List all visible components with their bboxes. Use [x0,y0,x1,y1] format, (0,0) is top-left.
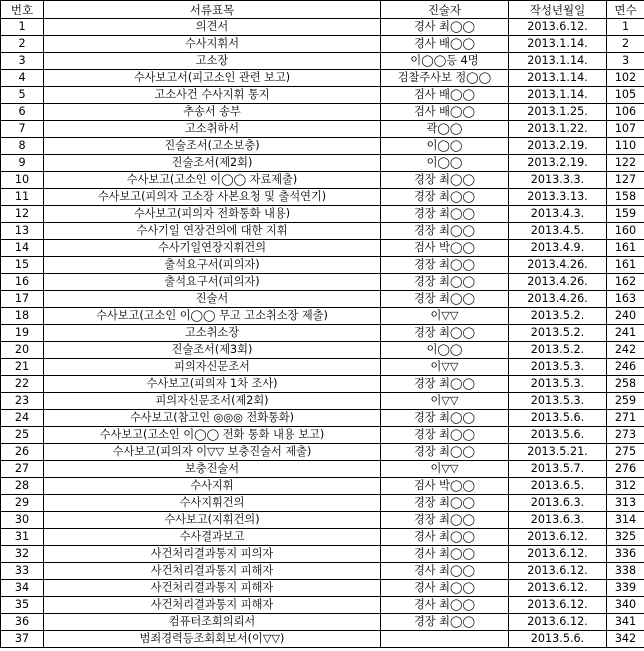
table-row [1,512,644,529]
cell-page: 159 [607,206,644,223]
cell-date: 2013.3.3. [509,172,607,189]
cell-document-title: 수사보고(참고인 ◎◎◎ 전화통화) [44,410,381,427]
cell-author: 이◯◯등 4명 [381,53,509,70]
cell-author: 경장 최◯◯ [381,512,509,529]
table-row [1,427,644,444]
table-row [1,206,644,223]
cell-document-title: 고소취하서 [44,121,381,138]
table-row [1,240,644,257]
table-row [1,138,644,155]
header-document-title: 서류표목 [44,1,381,19]
cell-number: 36 [1,614,44,631]
cell-author: 이◯◯ [381,155,509,172]
cell-page: 161 [607,257,644,274]
cell-number: 13 [1,223,44,240]
table-row [1,495,644,512]
cell-number: 18 [1,308,44,325]
cell-number: 17 [1,291,44,308]
cell-number: 33 [1,563,44,580]
cell-author: 경사 배◯◯ [381,36,509,53]
cell-document-title: 수사지휘건의 [44,495,381,512]
header-date: 작성년월일 [509,1,607,19]
cell-date: 2013.6.12. [509,597,607,614]
cell-page: 336 [607,546,644,563]
cell-document-title: 의견서 [44,19,381,36]
cell-author: 경사 최◯◯ [381,546,509,563]
cell-page: 158 [607,189,644,206]
cell-page: 160 [607,223,644,240]
cell-date: 2013.6.5. [509,478,607,495]
cell-author: 이◯◯ [381,342,509,359]
table-row [1,36,644,53]
cell-page: 275 [607,444,644,461]
cell-document-title: 수사보고서(피고소인 관련 보고) [44,70,381,87]
cell-page: 2 [607,36,644,53]
cell-author: 경장 최◯◯ [381,189,509,206]
table-row [1,529,644,546]
table-row [1,308,644,325]
cell-page: 312 [607,478,644,495]
cell-author: 경사 최◯◯ [381,529,509,546]
cell-date: 2013.6.12. [509,546,607,563]
cell-page: 340 [607,597,644,614]
table-row [1,376,644,393]
cell-author: 경장 최◯◯ [381,172,509,189]
cell-number: 8 [1,138,44,155]
cell-page: 3 [607,53,644,70]
cell-page: 242 [607,342,644,359]
header-author: 진술자 [381,1,509,19]
table-row [1,546,644,563]
cell-page: 163 [607,291,644,308]
cell-document-title: 보충진술서 [44,461,381,478]
cell-document-title: 수사지휘서 [44,36,381,53]
cell-number: 11 [1,189,44,206]
cell-author: 경사 최◯◯ [381,580,509,597]
cell-document-title: 수사지휘 [44,478,381,495]
cell-date: 2013.4.3. [509,206,607,223]
cell-date: 2013.5.2. [509,308,607,325]
cell-author: 경사 최◯◯ [381,19,509,36]
cell-author: 이▽▽ [381,308,509,325]
cell-page: 339 [607,580,644,597]
cell-document-title: 사건처리결과통지 피해자 [44,563,381,580]
cell-number: 28 [1,478,44,495]
cell-date: 2013.3.13. [509,189,607,206]
table-body [1,19,644,648]
cell-date: 2013.6.12. [509,563,607,580]
cell-number: 19 [1,325,44,342]
table-row [1,223,644,240]
cell-number: 23 [1,393,44,410]
cell-page: 314 [607,512,644,529]
table-row [1,342,644,359]
cell-author: 검찰주사보 정◯◯ [381,70,509,87]
table-row [1,478,644,495]
cell-number: 30 [1,512,44,529]
cell-date: 2013.5.2. [509,325,607,342]
table-row [1,87,644,104]
cell-author: 이▽▽ [381,359,509,376]
cell-page: 127 [607,172,644,189]
cell-number: 35 [1,597,44,614]
cell-date: 2013.5.6. [509,427,607,444]
cell-author: 경장 최◯◯ [381,444,509,461]
cell-page: 338 [607,563,644,580]
cell-document-title: 수사보고(피의자 1차 조사) [44,376,381,393]
cell-document-title: 출석요구서(피의자) [44,257,381,274]
cell-date: 2013.2.19. [509,138,607,155]
cell-date: 2013.2.19. [509,155,607,172]
cell-date: 2013.6.12. [509,529,607,546]
cell-page: 313 [607,495,644,512]
cell-date: 2013.6.12. [509,614,607,631]
cell-number: 3 [1,53,44,70]
cell-page: 273 [607,427,644,444]
cell-author: 경장 최◯◯ [381,291,509,308]
cell-author [381,631,509,648]
cell-document-title: 수사보고(지휘건의) [44,512,381,529]
cell-document-title: 수사기일연장지휘건의 [44,240,381,257]
cell-page: 342 [607,631,644,648]
cell-date: 2013.5.2. [509,342,607,359]
cell-number: 6 [1,104,44,121]
cell-document-title: 컴퓨터조회의뢰서 [44,614,381,631]
cell-author: 곽◯◯ [381,121,509,138]
cell-number: 29 [1,495,44,512]
table-row [1,121,644,138]
cell-number: 7 [1,121,44,138]
cell-number: 2 [1,36,44,53]
cell-date: 2013.1.22. [509,121,607,138]
cell-document-title: 출석요구서(피의자) [44,274,381,291]
cell-author: 경장 최◯◯ [381,495,509,512]
table-row [1,104,644,121]
cell-author: 경장 최◯◯ [381,427,509,444]
cell-document-title: 수사보고(고소인 이◯◯ 전화 통화 내용 보고) [44,427,381,444]
cell-author: 검사 배◯◯ [381,87,509,104]
cell-number: 37 [1,631,44,648]
cell-document-title: 진술조서(제3회) [44,342,381,359]
cell-date: 2013.6.12. [509,19,607,36]
cell-date: 2013.5.3. [509,376,607,393]
table-row [1,19,644,36]
cell-document-title: 고소취소장 [44,325,381,342]
cell-document-title: 수사보고(피의자 고소장 사본요청 및 출석연기) [44,189,381,206]
cell-date: 2013.6.12. [509,580,607,597]
table-row [1,444,644,461]
table-row [1,325,644,342]
cell-number: 27 [1,461,44,478]
cell-document-title: 피의자신문조서 [44,359,381,376]
cell-author: 경사 최◯◯ [381,597,509,614]
cell-page: 106 [607,104,644,121]
table-row [1,257,644,274]
table-row [1,155,644,172]
cell-number: 26 [1,444,44,461]
cell-page: 1 [607,19,644,36]
cell-page: 341 [607,614,644,631]
cell-document-title: 사건처리결과통지 피해자 [44,597,381,614]
cell-number: 25 [1,427,44,444]
table-row [1,580,644,597]
cell-number: 20 [1,342,44,359]
table-row [1,393,644,410]
cell-document-title: 피의자신문조서(제2회) [44,393,381,410]
cell-document-title: 범죄경력등조회회보서(이▽▽) [44,631,381,648]
cell-date: 2013.1.25. [509,104,607,121]
cell-number: 1 [1,19,44,36]
table-row [1,461,644,478]
cell-date: 2013.5.6. [509,410,607,427]
cell-number: 21 [1,359,44,376]
table-row [1,172,644,189]
cell-page: 162 [607,274,644,291]
cell-author: 경장 최◯◯ [381,410,509,427]
cell-document-title: 고소장 [44,53,381,70]
header-row [1,1,644,19]
cell-page: 110 [607,138,644,155]
cell-number: 16 [1,274,44,291]
cell-page: 246 [607,359,644,376]
table-row [1,189,644,206]
cell-page: 276 [607,461,644,478]
cell-number: 34 [1,580,44,597]
cell-author: 검사 박◯◯ [381,240,509,257]
cell-document-title: 사건처리결과통지 피의자 [44,546,381,563]
cell-author: 경장 최◯◯ [381,614,509,631]
cell-document-title: 수사보고(피의자 전화통화 내용) [44,206,381,223]
cell-number: 5 [1,87,44,104]
cell-number: 32 [1,546,44,563]
cell-author: 검사 박◯◯ [381,478,509,495]
cell-page: 102 [607,70,644,87]
cell-date: 2013.6.3. [509,495,607,512]
header-number: 번호 [1,1,44,19]
cell-number: 15 [1,257,44,274]
cell-date: 2013.6.3. [509,512,607,529]
table-header [1,1,644,19]
cell-number: 14 [1,240,44,257]
cell-number: 10 [1,172,44,189]
cell-number: 31 [1,529,44,546]
cell-date: 2013.4.5. [509,223,607,240]
cell-date: 2013.4.26. [509,257,607,274]
table-row [1,563,644,580]
cell-date: 2013.5.3. [509,359,607,376]
cell-page: 271 [607,410,644,427]
cell-number: 4 [1,70,44,87]
cell-author: 경사 최◯◯ [381,563,509,580]
cell-author: 경장 최◯◯ [381,257,509,274]
table-row [1,631,644,648]
cell-date: 2013.1.14. [509,53,607,70]
cell-document-title: 수사기일 연장건의에 대한 지휘 [44,223,381,240]
cell-date: 2013.4.26. [509,274,607,291]
cell-document-title: 사건처리결과통지 피해자 [44,580,381,597]
cell-page: 325 [607,529,644,546]
cell-author: 이▽▽ [381,461,509,478]
cell-author: 경장 최◯◯ [381,206,509,223]
table-row [1,359,644,376]
cell-document-title: 수사보고(고소인 이◯◯ 자료제출) [44,172,381,189]
table-row [1,291,644,308]
cell-date: 2013.1.14. [509,87,607,104]
cell-author: 이◯◯ [381,138,509,155]
cell-date: 2013.4.9. [509,240,607,257]
cell-page: 107 [607,121,644,138]
table-row [1,410,644,427]
cell-document-title: 진술서 [44,291,381,308]
table-row [1,274,644,291]
cell-date: 2013.5.6. [509,631,607,648]
cell-author: 경장 최◯◯ [381,274,509,291]
cell-number: 12 [1,206,44,223]
cell-page: 241 [607,325,644,342]
cell-document-title: 고소사건 수사지휘 통지 [44,87,381,104]
cell-number: 9 [1,155,44,172]
cell-document-title: 진술조서(제2회) [44,155,381,172]
cell-date: 2013.1.14. [509,70,607,87]
cell-page: 161 [607,240,644,257]
table-row [1,70,644,87]
cell-author: 검사 배◯◯ [381,104,509,121]
table-row [1,53,644,70]
cell-author: 이▽▽ [381,393,509,410]
cell-page: 105 [607,87,644,104]
cell-document-title: 진술조서(고소보충) [44,138,381,155]
cell-date: 2013.5.7. [509,461,607,478]
cell-document-title: 수사보고(피의자 이▽▽ 보충진술서 제출) [44,444,381,461]
cell-author: 경장 최◯◯ [381,376,509,393]
cell-document-title: 추송서 송부 [44,104,381,121]
cell-date: 2013.1.14. [509,36,607,53]
cell-number: 24 [1,410,44,427]
cell-document-title: 수사결과보고 [44,529,381,546]
cell-page: 122 [607,155,644,172]
cell-date: 2013.4.26. [509,291,607,308]
cell-page: 258 [607,376,644,393]
cell-author: 경장 최◯◯ [381,223,509,240]
cell-page: 240 [607,308,644,325]
cell-date: 2013.5.21. [509,444,607,461]
table-row [1,597,644,614]
cell-page: 259 [607,393,644,410]
table-row [1,614,644,631]
cell-author: 경장 최◯◯ [381,325,509,342]
header-page: 면수 [607,1,644,19]
cell-document-title: 수사보고(고소인 이◯◯ 무고 고소취소장 제출) [44,308,381,325]
cell-number: 22 [1,376,44,393]
cell-date: 2013.5.3. [509,393,607,410]
